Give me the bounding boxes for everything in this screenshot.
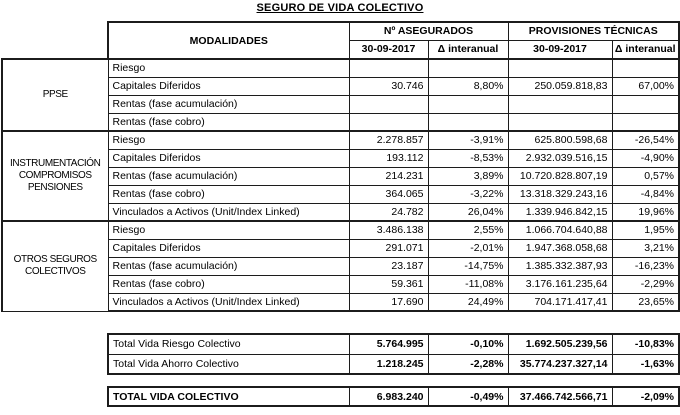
ghost-cell — [2, 22, 108, 59]
table-row — [2, 59, 679, 77]
aseg-value-cell: 24.782 — [349, 203, 428, 221]
prov-delta-cell — [612, 95, 679, 113]
modalidad-cell: Capitales Diferidos — [108, 149, 349, 167]
aseg-value-cell: 23.187 — [349, 257, 428, 275]
total-ahorro-row — [108, 354, 679, 374]
modalidad-cell: Vinculados a Activos (Unit/Index Linked) — [108, 203, 349, 221]
aseg-value-cell: 2.278.857 — [349, 131, 428, 149]
prov-value-cell: 37.466.742.566,71 — [508, 387, 612, 406]
prov-delta-cell: -2,09% — [612, 387, 679, 406]
modalidad-cell: Rentas (fase acumulación) — [108, 95, 349, 113]
group-label-otros: OTROS SEGUROS COLECTIVOS — [2, 221, 108, 311]
aseg-delta-cell: 26,04% — [428, 203, 508, 221]
modalidad-cell: Rentas (fase cobro) — [108, 275, 349, 293]
grand-total-table — [107, 386, 680, 407]
page-title: SEGURO DE VIDA COLECTIVO — [256, 2, 424, 14]
total-riesgo-row — [108, 334, 679, 354]
aseg-value-cell: 1.218.245 — [349, 354, 428, 374]
col-header-prov-delta: Δ interanual — [612, 40, 679, 59]
prov-value-cell: 250.059.818,83 — [508, 77, 612, 95]
prov-delta-cell: 1,95% — [612, 221, 679, 239]
col-header-aseg-date: 30-09-2017 — [349, 40, 428, 59]
aseg-value-cell: 193.112 — [349, 149, 428, 167]
prov-delta-cell: -4,90% — [612, 149, 679, 167]
aseg-value-cell — [349, 113, 428, 131]
aseg-value-cell: 291.071 — [349, 239, 428, 257]
aseg-delta-cell: 2,55% — [428, 221, 508, 239]
modalidad-cell: Riesgo — [108, 221, 349, 239]
aseg-delta-cell: -11,08% — [428, 275, 508, 293]
group-label-instrumentacion: INSTRUMENTACIÓN COMPROMISOS PENSIONES — [2, 131, 108, 221]
group-label-ppse: PPSE — [2, 59, 108, 131]
modalidad-cell: Vinculados a Activos (Unit/Index Linked) — [108, 293, 349, 311]
prov-value-cell: 10.720.828.807,19 — [508, 167, 612, 185]
modalidad-cell: Riesgo — [108, 59, 349, 77]
prov-value-cell: 1.339.946.842,15 — [508, 203, 612, 221]
prov-value-cell: 625.800.598,68 — [508, 131, 612, 149]
aseg-value-cell: 59.361 — [349, 275, 428, 293]
modalidad-cell: Rentas (fase cobro) — [108, 113, 349, 131]
prov-value-cell: 1.692.505.239,56 — [508, 334, 612, 354]
prov-value-cell — [508, 95, 612, 113]
main-table — [1, 21, 680, 312]
aseg-delta-cell: -0,10% — [428, 334, 508, 354]
prov-delta-cell: -1,63% — [612, 354, 679, 374]
aseg-value-cell: 5.764.995 — [349, 334, 428, 354]
aseg-delta-cell: -8,53% — [428, 149, 508, 167]
aseg-value-cell — [349, 95, 428, 113]
aseg-delta-cell: 24,49% — [428, 293, 508, 311]
prov-delta-cell: 0,57% — [612, 167, 679, 185]
header-row-groups — [2, 22, 679, 40]
col-header-provisiones: PROVISIONES TÉCNICAS — [508, 22, 679, 40]
prov-value-cell: 2.932.039.516,15 — [508, 149, 612, 167]
grand-total-row — [108, 387, 679, 406]
total-label-cell: Total Vida Riesgo Colectivo — [108, 334, 349, 354]
prov-value-cell: 1.066.704.640,88 — [508, 221, 612, 239]
aseg-value-cell: 364.065 — [349, 185, 428, 203]
prov-value-cell: 13.318.329.243,16 — [508, 185, 612, 203]
modalidad-cell: Capitales Diferidos — [108, 77, 349, 95]
modalidad-cell: Capitales Diferidos — [108, 239, 349, 257]
aseg-value-cell: 6.983.240 — [349, 387, 428, 406]
aseg-value-cell — [349, 59, 428, 77]
total-label-cell: Total Vida Ahorro Colectivo — [108, 354, 349, 374]
aseg-delta-cell: -0,49% — [428, 387, 508, 406]
prov-delta-cell: -4,84% — [612, 185, 679, 203]
col-header-aseg-delta: Δ interanual — [428, 40, 508, 59]
prov-delta-cell: 3,21% — [612, 239, 679, 257]
aseg-value-cell: 3.486.138 — [349, 221, 428, 239]
aseg-value-cell: 214.231 — [349, 167, 428, 185]
prov-value-cell: 1.385.332.387,93 — [508, 257, 612, 275]
prov-value-cell — [508, 113, 612, 131]
table-row — [2, 221, 679, 239]
aseg-delta-cell: -3,91% — [428, 131, 508, 149]
col-header-asegurados: Nº ASEGURADOS — [349, 22, 508, 40]
aseg-delta-cell — [428, 59, 508, 77]
col-header-prov-date: 30-09-2017 — [508, 40, 612, 59]
modalidad-cell: Riesgo — [108, 131, 349, 149]
prov-delta-cell: -10,83% — [612, 334, 679, 354]
aseg-delta-cell — [428, 113, 508, 131]
totals-table — [107, 333, 680, 375]
modalidad-cell: Rentas (fase acumulación) — [108, 167, 349, 185]
aseg-delta-cell: -2,01% — [428, 239, 508, 257]
aseg-delta-cell: 8,80% — [428, 77, 508, 95]
prov-delta-cell: 23,65% — [612, 293, 679, 311]
prov-delta-cell — [612, 59, 679, 77]
prov-value-cell: 1.947.368.058,68 — [508, 239, 612, 257]
prov-delta-cell: 67,00% — [612, 77, 679, 95]
table-row — [2, 131, 679, 149]
aseg-delta-cell: 3,89% — [428, 167, 508, 185]
modalidad-cell: Rentas (fase cobro) — [108, 185, 349, 203]
prov-delta-cell — [612, 113, 679, 131]
modalidad-cell: Rentas (fase acumulación) — [108, 257, 349, 275]
aseg-delta-cell: -3,22% — [428, 185, 508, 203]
prov-delta-cell: -26,54% — [612, 131, 679, 149]
prov-delta-cell: -16,23% — [612, 257, 679, 275]
aseg-value-cell: 17.690 — [349, 293, 428, 311]
prov-delta-cell: -2,29% — [612, 275, 679, 293]
prov-value-cell — [508, 59, 612, 77]
col-header-modalidades: MODALIDADES — [108, 22, 349, 59]
prov-value-cell: 3.176.161.235,64 — [508, 275, 612, 293]
prov-value-cell: 35.774.237.327,14 — [508, 354, 612, 374]
aseg-delta-cell: -14,75% — [428, 257, 508, 275]
aseg-value-cell: 30.746 — [349, 77, 428, 95]
aseg-delta-cell: -2,28% — [428, 354, 508, 374]
prov-delta-cell: 19,96% — [612, 203, 679, 221]
prov-value-cell: 704.171.417,41 — [508, 293, 612, 311]
grand-total-label-cell: TOTAL VIDA COLECTIVO — [108, 387, 349, 406]
aseg-delta-cell — [428, 95, 508, 113]
